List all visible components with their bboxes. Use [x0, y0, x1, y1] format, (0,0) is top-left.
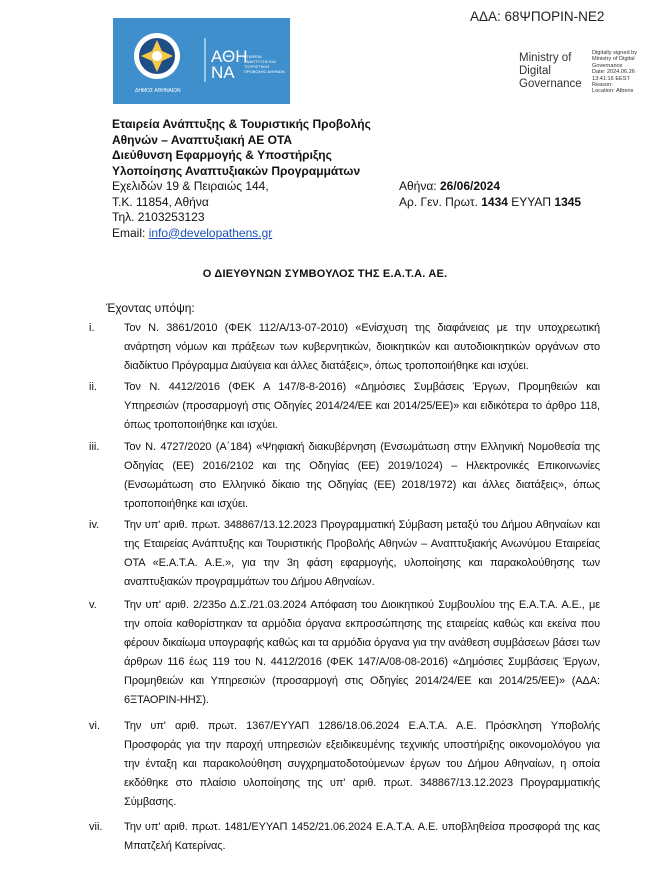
address-block [112, 179, 272, 241]
item-number: v. [89, 599, 97, 611]
logo-brand-line-2: ΝΑ [211, 63, 235, 82]
address-street: Εχελιδών 19 & Πειραιώς 144, [112, 179, 269, 193]
org-line: Διεύθυνση Εφαρμογής & Υποστήριξης [112, 148, 332, 162]
ref-sub-number: 1345 [554, 194, 582, 209]
org-line: Εταιρεία Ανάπτυξης & Τουριστικής Προβολής [112, 117, 371, 131]
intro-text: Έχοντας υπόψη: [106, 301, 195, 315]
item-number: ii. [89, 381, 97, 393]
logo-subtitle-4: ΠΡΟΒΟΛΗΣ ΑΘΗΝΩΝ [244, 69, 285, 74]
org-line: Υλοποίησης Αναπτυξιακών Προγραμμάτων [112, 163, 361, 178]
item-number: iv. [89, 519, 100, 531]
address-phone: Τηλ. 2103253123 [112, 210, 205, 224]
item-number: i. [89, 322, 95, 334]
item-text: Τον Ν. 3861/2010 (ΦΕΚ 112/Α/13-07-2010) «Ενίσχυση της διαφάνειας με την υποχρεωτική ανάρτηση νόμων και πράξεων των κυβερνητικών, διοικητικών και αυτοδιοικητικών οργάνων στο διαδίκτυο Πρόγραμμα Διαύγεια και άλλες διατάξεις», όπως τροποποιήθηκε και ισχύει. [124, 322, 600, 372]
digital-signature-details: Digitally signed by Ministry of Digital Governance Date: 2024.06.26 13:41:16 EEST Reason: Location: Athens [592, 50, 638, 95]
email-link[interactable]: info@developathens.gr [148, 225, 273, 240]
item-number: vi. [89, 720, 100, 732]
ref-number: 1434 [481, 194, 508, 209]
item-number: iii. [89, 441, 100, 453]
item-number: vii. [89, 821, 103, 833]
signature-ministry-text: Ministry of Digital Governance [519, 52, 582, 90]
item-text: Την υπ' αριθ. πρωτ. 348867/13.12.2023 Προγραμματική Σύμβαση μεταξύ του Δήμου Αθηναίων και της Εταιρείας Ανάπτυξης και Τουριστικής Προβολής Αθηνών – Αναπτυξιακής Ανωνύμου Εταιρείας ΟΤΑ «Ε.Α.Τ.Α. Α.Ε.», για την 3η φάση εφαρμογής, υλοποίησης και παρακολούθησης των αναπτυξιακών προγραμμάτων του Δήμου Αθηναίων. [124, 519, 600, 588]
address-postal: Τ.Κ. 11854, Αθήνα [112, 194, 209, 209]
org-line: Αθηνών – Αναπτυξιακή ΑΕ ΟΤΑ [112, 132, 293, 147]
organization-logo [113, 18, 290, 104]
ada-code: ΑΔΑ: 68ΨΠΟΡΙΝ-ΝΕ2 [470, 9, 605, 24]
document-title: Ο ΔΙΕΥΘΥΝΩΝ ΣΥΜΒΟΥΛΟΣ ΤΗΣ Ε.Α.Τ.Α. ΑΕ. [202, 268, 448, 280]
item-text: Τον Ν. 4727/2020 (Α΄184) «Ψηφιακή διακυβέρνηση (Ενσωμάτωση στην Ελληνική Νομοθεσία της Οδηγίας (ΕΕ) 2016/2102 και της Οδηγίας (ΕΕ) 2019/1024) – Ηλεκτρονικές Επικοινωνίες (Ενσωμάτωση στο Ελληνικό δίκαιο της Οδηγίας (ΕΕ) 2018/1972) και άλλες διατάξεις», όπως τροποποιήθηκε και ισχύει. [124, 441, 600, 510]
logo-graphic [113, 18, 290, 104]
item-text: Την υπ' αριθ. πρωτ. 1367/ΕΥΥΑΠ 1286/18.06.2024 Ε.Α.Τ.Α. Α.Ε. Πρόσκληση Υποβολής Προσφοράς για την παροχή υπηρεσιών εξειδικευμένης τεχνικής υποστήριξης οικονομολόγου για την ένταξη και παρακολούθηση συγχρηματοδοτούμενων έργων του Δήμου Αθηναίων, η οποία εκδόθηκε στο πλαίσιο υλοποίησης της υπ' αριθ. πρωτ. 348867/13.12.2023 Προγραμματικής Σύμβασης. [124, 720, 600, 808]
logo-caption: ΔΗΜΟΣ ΑΘΗΝΑΙΩΝ [135, 88, 181, 94]
reference-row [399, 195, 581, 211]
date-row [399, 179, 581, 195]
logo-subtitle-2: ΑΝΑΠΤΥΞΗΣ ΚΑΙ [244, 59, 276, 64]
logo-subtitle-1: ΕΤΑΙΡΕΙΑ [244, 54, 262, 59]
document-date: 26/06/2024 [439, 179, 501, 193]
ref-mid: ΕΥΥΑΠ [507, 194, 555, 209]
logo-subtitle-3: ΤΟΥΡΙΣΤΙΚΗΣ [244, 64, 270, 69]
ref-prefix: Αρ. Γεν. Πρωτ. [399, 194, 482, 209]
organization-name [112, 117, 371, 179]
date-reference-block [399, 179, 581, 210]
email-label: Email: [112, 225, 149, 240]
item-text: Την υπ' αριθ. πρωτ. 1481/ΕΥΥΑΠ 1452/21.06.2024 Ε.Α.Τ.Α. Α.Ε. υποβληθείσα προσφορά της κας Μπατζελή Κατερίνας. [124, 821, 600, 852]
item-text: Τον Ν. 4412/2016 (ΦΕΚ Α 147/8-8-2016) «Δημόσιες Συμβάσεις Έργων, Προμηθειών και Υπηρεσιών (προσαρμογή στις Οδηγίες 2014/24/ΕΕ και 2014/25/ΕΕ)» και ειδικότερα το άρθρο 118, όπως τροποποιήθηκε και ισχύει. [124, 381, 600, 431]
item-text: Την υπ' αριθ. 2/235ο Δ.Σ./21.03.2024 Απόφαση του Διοικητικού Συμβουλίου της Ε.Α.Τ.Α. Α.Ε., με την οποία καθορίστηκαν τα αρμόδια όργανα εκπροσώπησης της εταιρείας καθώς και εκείνα που φέρουν δικαίωμα υπογραφής καθώς και τα αρμόδια όργανα για την ανάθεση συμβάσεων βάσει των άρθρων 116 έως 119 του Ν. 4412/2016 (ΦΕΚ 147/Α/08-08-2016) «Δημόσιες Συμβάσεις Έργων, Προμηθειών και Υπηρεσιών (προσαρμογή στις Οδηγίες 2014/24/ΕΕ και 2014/25/ΕΕ)» (ΑΔΑ: 6ΞΤΑΟΡΙΝ-ΗΗΣ). [124, 599, 600, 706]
signature-ministry [519, 52, 582, 91]
address-email-row [112, 226, 272, 242]
date-prefix: Αθήνα: [399, 179, 440, 193]
logo-brand-line-1: ΑΘΗ [211, 47, 248, 66]
